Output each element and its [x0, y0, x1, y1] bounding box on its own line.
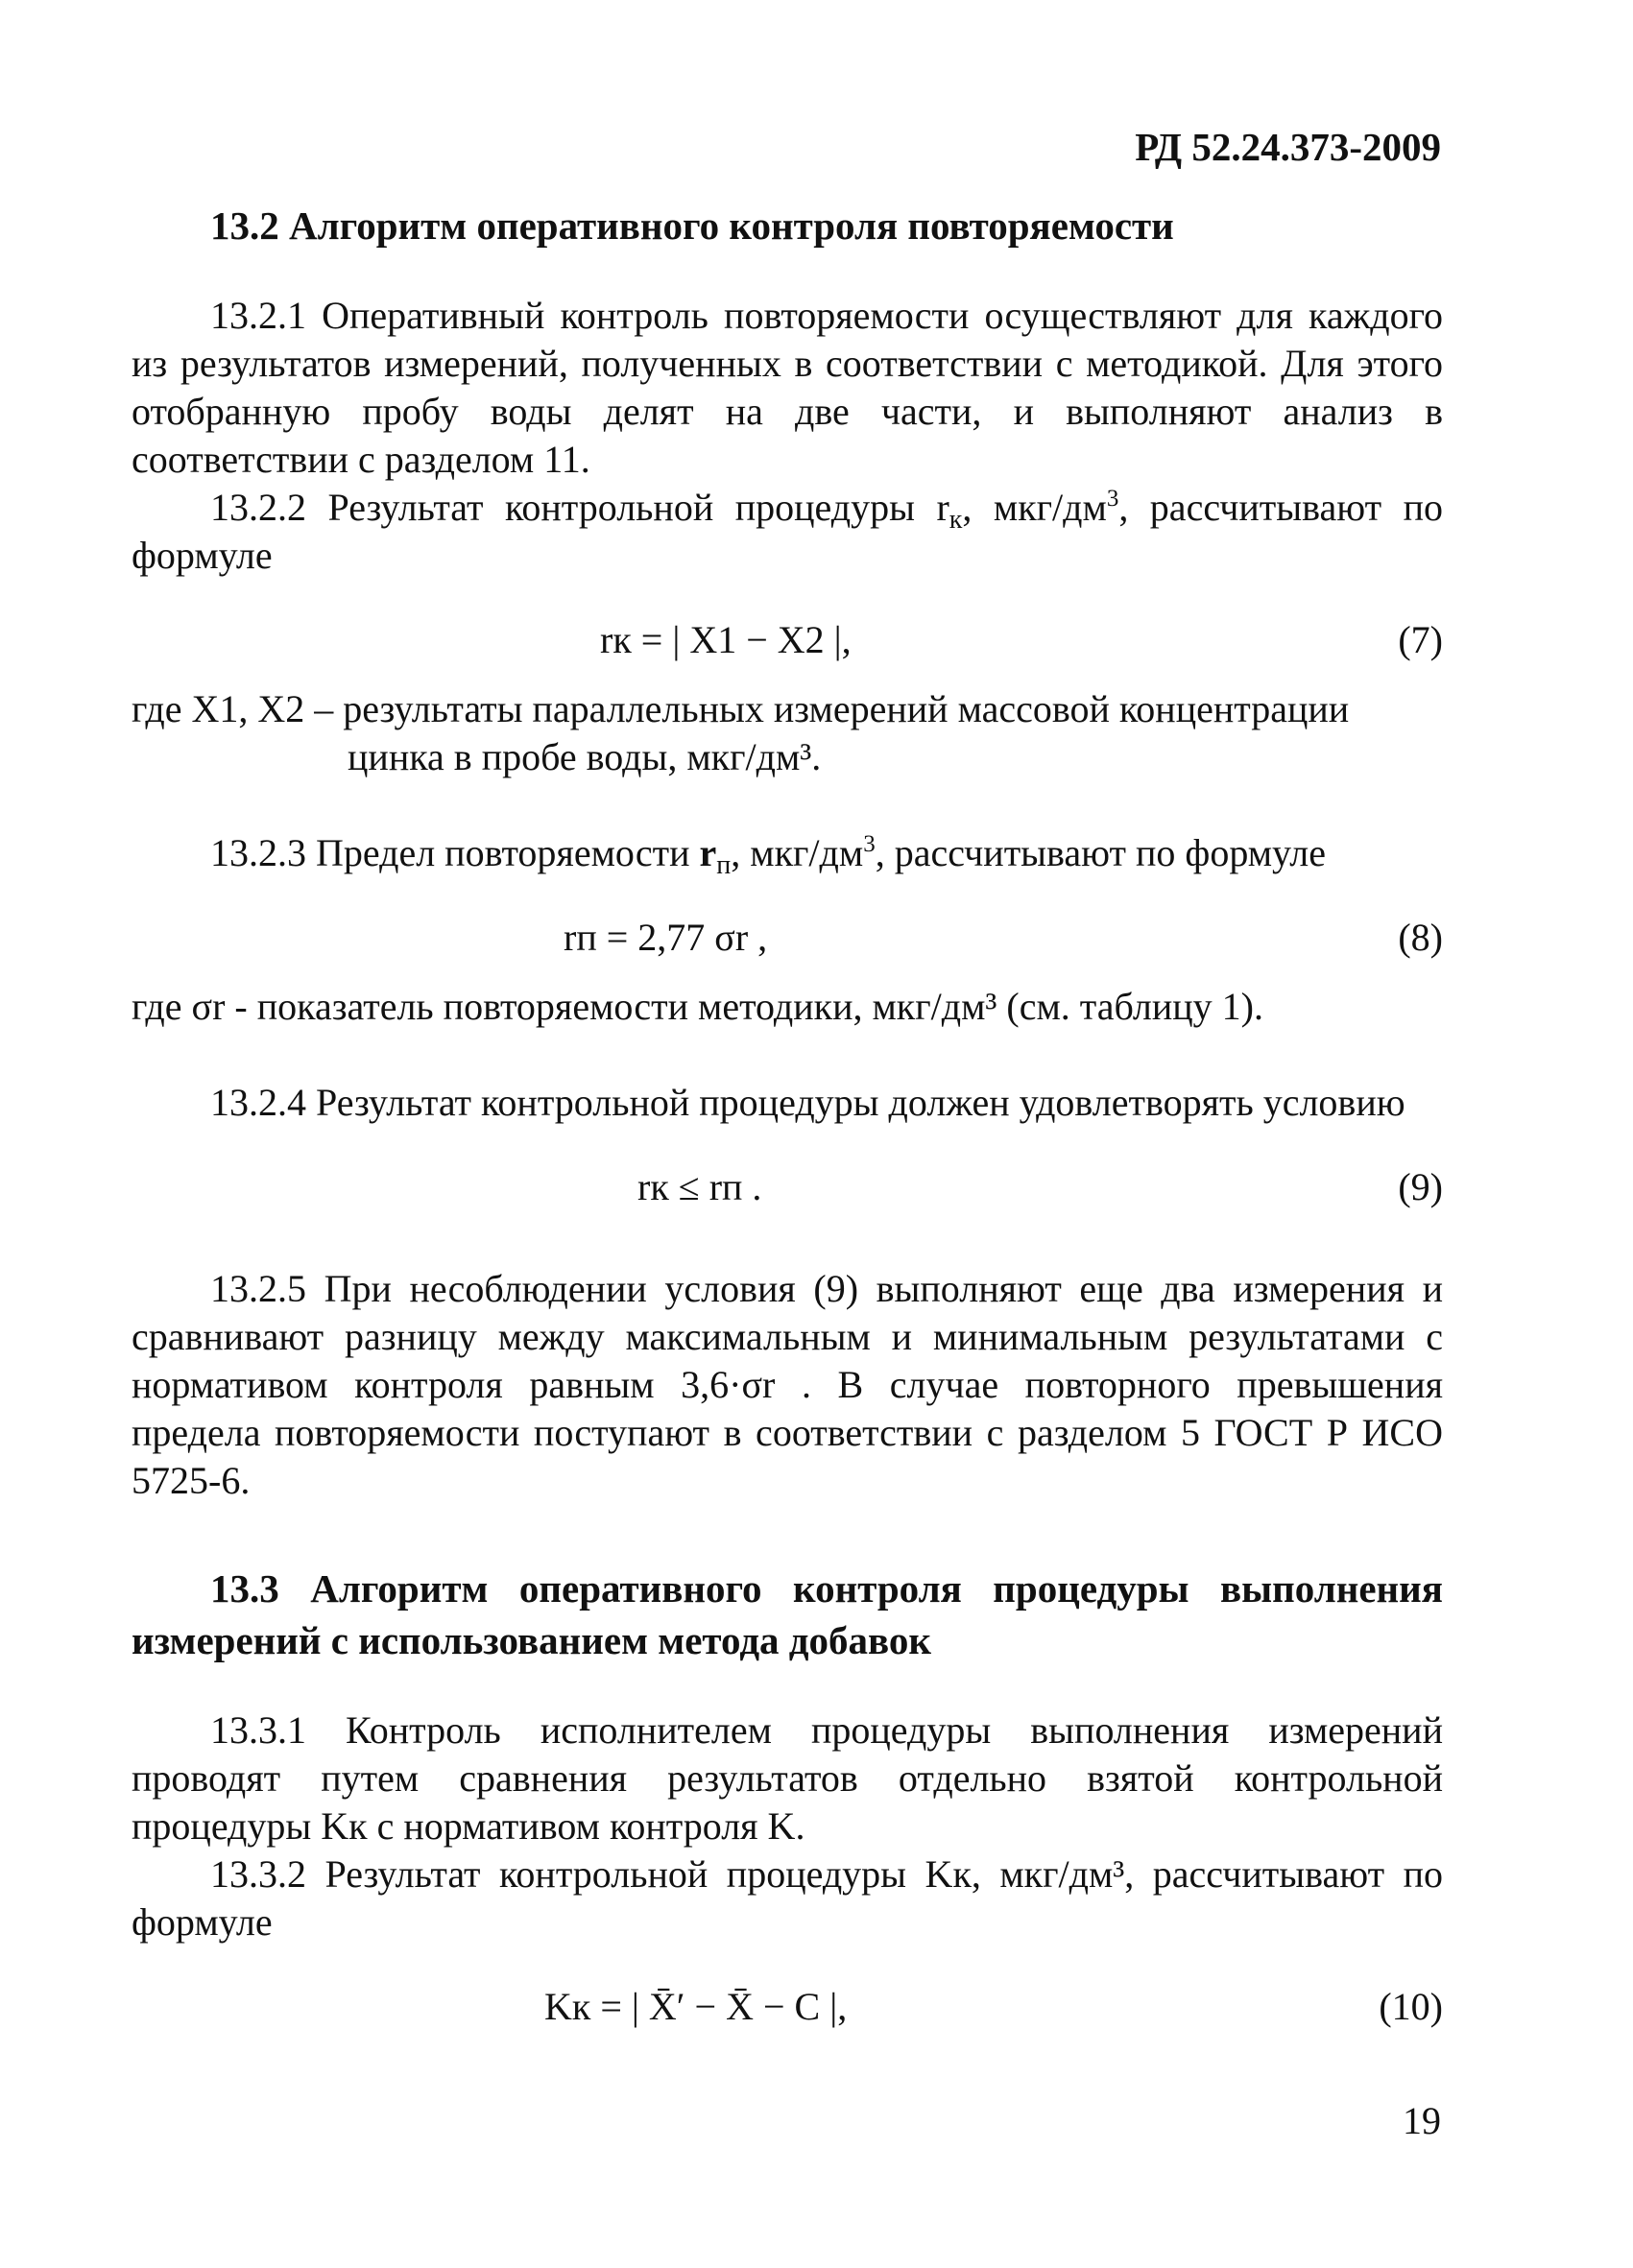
paragraph-13-2-4: 13.2.4 Результат контрольной процедуры должен удовлетворять условию — [210, 1081, 1405, 1124]
section-13-3-heading: 13.3 Алгоритм оперативного контроля процедуры выполнения измерений с использованием метода добавок — [132, 1566, 1443, 1662]
formula-8-number: (8) — [1398, 916, 1443, 959]
formula-7-number: (7) — [1398, 618, 1443, 661]
paragraph-13-2-3: 13.2.3 Предел повторяемости $r_п$, мкг/$дм^3$, рассчитывают по формуле — [210, 831, 1326, 880]
page-content — [132, 200, 1443, 2052]
formula-7 — [132, 616, 1443, 666]
formula-8-expression: rп = 2,77 σr , — [564, 916, 768, 959]
formula-10-expression: Kк = | X̄′ − X̄ − C |, — [544, 1985, 848, 2028]
formula-8-where: где σr - показатель повторяемости методики, мкг/дм³ (см. таблицу 1). — [132, 985, 1263, 1028]
formula-9 — [132, 1163, 1443, 1213]
section-13-2-heading: 13.2 Алгоритм оперативного контроля повторяемости — [210, 203, 1174, 248]
paragraph-13-2-1: 13.2.1 Оперативный контроль повторяемости осуществляют для каждого из результатов измерений, полученных в соответствии с методикой. Для этого отобранную пробу воды делят на две части, и выполняют анализ в соответствии с разделом 11. — [132, 294, 1443, 481]
paragraph-13-2-2: 13.2.2 Результат контрольной процедуры $r_к$, мкг/$дм^3$, рассчитывают по формуле — [132, 486, 1443, 577]
formula-7-where-line-1: где X1, X2 – результаты параллельных измерений массовой концентрации — [132, 687, 1350, 730]
page-number: 19 — [1403, 2099, 1441, 2142]
paragraph-13-3-2: 13.3.2 Результат контрольной процедуры Kк, мкг/дм³, рассчитывают по формуле — [132, 1852, 1443, 1944]
formula-8 — [132, 914, 1443, 964]
formula-10-number: (10) — [1379, 1985, 1443, 2028]
formula-7-expression: rк = | X1 − X2 |, — [600, 618, 852, 661]
paragraph-13-3-1: 13.3.1 Контроль исполнителем процедуры выполнения измерений проводят путем сравнения результатов отдельно взятой контрольной процедуры Kк с нормативом контроля K. — [132, 1708, 1443, 1848]
formula-10 — [132, 1983, 1443, 2033]
formula-9-number: (9) — [1398, 1165, 1443, 1208]
paragraph-13-2-5: 13.2.5 При несоблюдении условия (9) выполняют еще два измерения и сравнивают разницу между максимальным и минимальным результатами с нормативом контроля равным 3,6·σr . В случае повторного превышения предела повторяемости поступают в соответствии с разделом 5 ГОСТ Р ИСО 5725-6. — [132, 1267, 1443, 1502]
formula-9-expression: rк ≤ rп . — [637, 1165, 762, 1208]
document-id: РД 52.24.373-2009 — [1135, 125, 1441, 169]
formula-7-where-line-2: цинка в пробе воды, мкг/дм³. — [348, 735, 822, 778]
